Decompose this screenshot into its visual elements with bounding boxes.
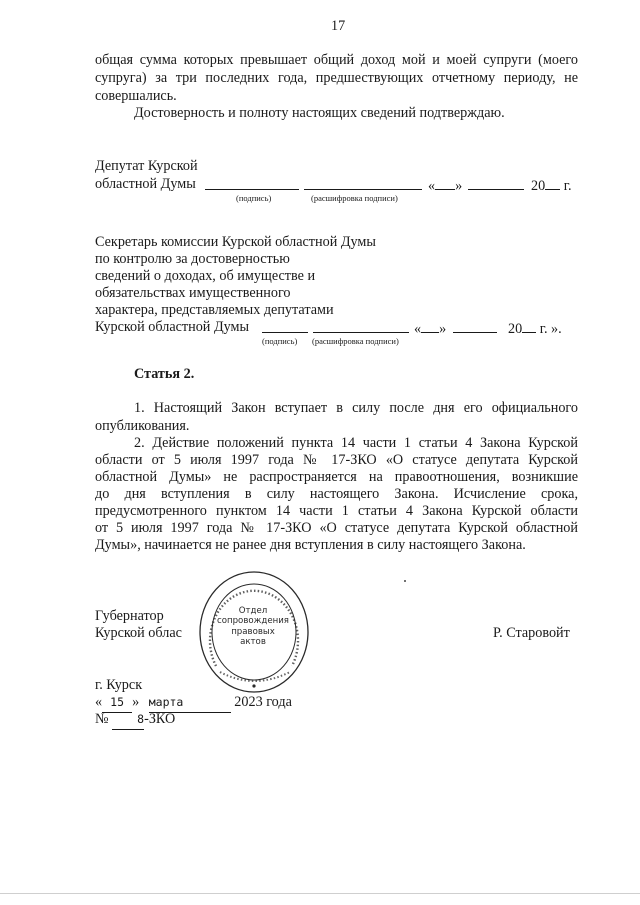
secretary-last-line: Курской областной Думы bbox=[95, 319, 250, 335]
deputy-year-field bbox=[531, 176, 572, 196]
intro-line-1: общая сумма которых превышает общий доход мой и моей супруги (моего bbox=[95, 52, 578, 68]
article-p2-line-4: до дня вступления в силу настоящего Закона. Исчисление срока, bbox=[95, 486, 578, 502]
footer-year: 2023 года bbox=[234, 694, 292, 710]
footer-day bbox=[102, 694, 132, 713]
secretary-caption-decoding: (расшифровка подписи) bbox=[312, 336, 399, 346]
article-p2-line-1: 2. Действие положений пункта 14 части 1 статьи 4 Закона Курской bbox=[134, 435, 578, 451]
footer-number bbox=[95, 711, 175, 730]
stamp-inner-text bbox=[211, 606, 295, 648]
deputy-title-line-1: Депутат Курской bbox=[95, 158, 198, 174]
secretary-line-3: сведений о доходах, об имуществе и bbox=[95, 268, 316, 284]
stamp-line-1: Отдел bbox=[238, 606, 268, 616]
deputy-title-line-2: областной Думы bbox=[95, 176, 196, 192]
footer-number-value: 8 bbox=[137, 712, 145, 726]
secretary-year-suffix: г. ». bbox=[539, 321, 562, 337]
footer-number-field bbox=[112, 711, 144, 730]
page-edge-line bbox=[0, 893, 640, 894]
secretary-caption-signature: (подпись) bbox=[262, 336, 298, 346]
intro-line-2: супруга) за три последних года, предшествующих отчетному периоду, не bbox=[95, 70, 578, 86]
secretary-quote-close: » bbox=[439, 321, 447, 337]
article-heading: Статья 2. bbox=[134, 366, 195, 382]
intro-line-3: совершались. bbox=[95, 88, 177, 104]
footer-quote-open: « bbox=[95, 694, 103, 710]
secretary-line-5: характера, представляемых депутатами bbox=[95, 302, 334, 318]
secretary-line-4: обязательствах имущественного bbox=[95, 285, 291, 301]
confirm-statement: Достоверность и полноту настоящих сведений подтверждаю. bbox=[134, 105, 505, 121]
secretary-quote-open: « bbox=[414, 321, 422, 337]
article-p2-line-7: Думы», начинается не ранее дня вступления в силу настоящего Закона. bbox=[95, 537, 526, 553]
deputy-date-field bbox=[428, 176, 462, 196]
deputy-year-prefix: 20 bbox=[531, 178, 546, 194]
footer-day-value: 15 bbox=[110, 695, 125, 709]
deputy-caption-signature: (подпись) bbox=[236, 193, 272, 203]
secretary-month-blank bbox=[453, 319, 497, 339]
secretary-year-field bbox=[508, 319, 562, 339]
secretary-line-1: Секретарь комиссии Курской областной Думы bbox=[95, 234, 376, 250]
stamp-line-3: правовых bbox=[231, 626, 275, 637]
article-p2-line-3: областной Думы» не распространяется на правоотношения, возникшие bbox=[95, 469, 578, 485]
article-p1-line-2: опубликования. bbox=[95, 418, 190, 434]
deputy-quote-open: « bbox=[428, 178, 436, 194]
deputy-quote-close: » bbox=[455, 178, 463, 194]
secretary-day-blank bbox=[421, 319, 439, 333]
footer-date bbox=[95, 694, 292, 713]
footer-month bbox=[149, 694, 231, 713]
governor-title-line-1: Губернатор bbox=[95, 608, 164, 624]
deputy-day-blank bbox=[435, 176, 455, 190]
page-number: 17 bbox=[331, 18, 346, 34]
footer-month-value: марта bbox=[148, 695, 184, 709]
secretary-year-prefix: 20 bbox=[508, 321, 523, 337]
footer-city: г. Курск bbox=[95, 677, 143, 693]
secretary-line-2: по контролю за достоверностью bbox=[95, 251, 290, 267]
governor-title-line-2: Курской облас bbox=[95, 625, 182, 641]
deputy-month-blank bbox=[468, 176, 524, 196]
governor-name: Р. Старовойт bbox=[493, 625, 570, 641]
article-p2-line-6: от 5 июля 1997 года № 17-ЗКО «О статусе депутата Курской областной bbox=[95, 520, 578, 536]
secretary-year-blank bbox=[522, 319, 536, 333]
footer-quote-close: » bbox=[132, 694, 140, 710]
scan-dot bbox=[404, 580, 406, 582]
stamp-line-2: сопровождения bbox=[217, 616, 289, 627]
deputy-caption-decoding: (расшифровка подписи) bbox=[311, 193, 398, 203]
article-p1-line-1: 1. Настоящий Закон вступает в силу после дня его официального bbox=[134, 400, 578, 416]
footer-number-prefix: № bbox=[95, 711, 109, 727]
article-p2-line-2: области от 5 июля 1997 года № 17-ЗКО «О статусе депутата Курской bbox=[95, 452, 578, 468]
secretary-date-field bbox=[414, 319, 446, 339]
article-p2-line-5: предусмотренного пунктом 14 части 1 статьи 4 Закона Курской области bbox=[95, 503, 578, 519]
footer-number-suffix: -ЗКО bbox=[144, 711, 176, 727]
stamp-line-4: актов bbox=[240, 637, 266, 648]
deputy-year-suffix: г. bbox=[563, 178, 572, 194]
deputy-year-blank bbox=[545, 176, 560, 190]
